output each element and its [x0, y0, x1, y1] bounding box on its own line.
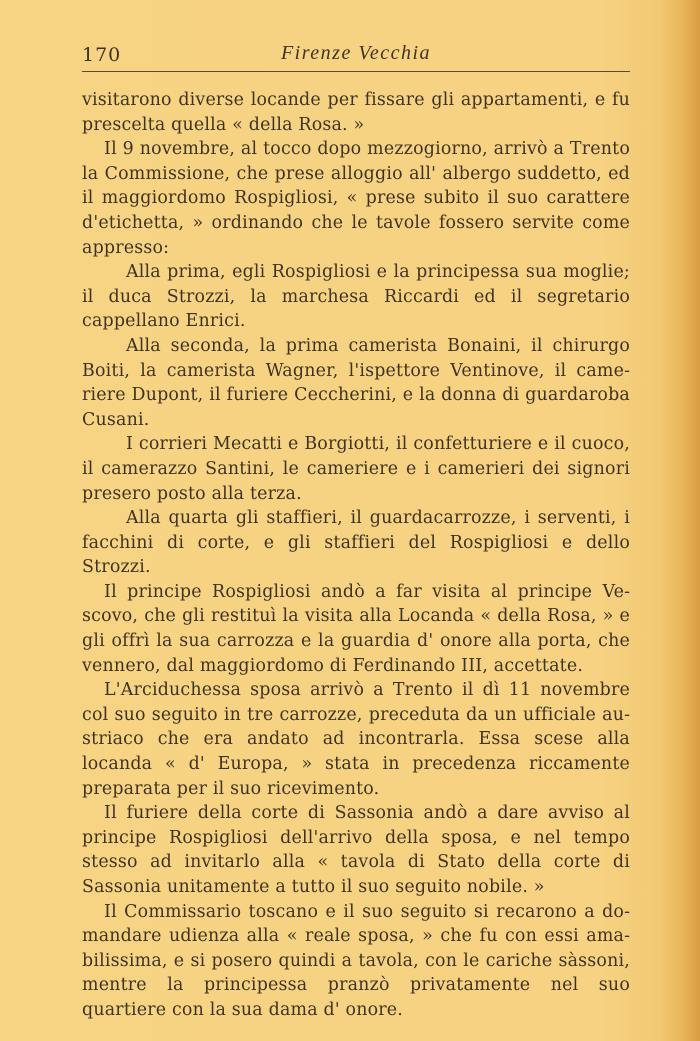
header-rule	[82, 71, 630, 72]
paragraph: Alla quarta gli staffieri, il guardacarrozze, i serventi, i facchini di corte, e gli staffieri del Rospigliosi e dello Strozzi.	[82, 508, 630, 578]
paragraph: Alla prima, egli Rospigliosi e la principessa sua moglie; il duca Strozzi, la marchesa Riccardi ed il segretario cappellano Enrici.	[82, 262, 630, 332]
paragraph: visitarono diverse locande per fissare gli appartamenti, e fu prescelta quella « della Rosa. »	[82, 90, 630, 135]
paragraph: Il principe Rospigliosi andò a far visita al principe Vescovo, che gli restituì la visita alla Locanda « della Rosa, » e gli offrì la sua carrozza e la guardia d' onore alla porta, che vennero, dal maggiordomo di Ferdinando III, accettate.	[82, 581, 630, 676]
page-number: 170	[82, 44, 122, 66]
page-header	[82, 40, 630, 70]
paragraph: Alla seconda, la prima camerista Bonaini, il chirurgo Boiti, la camerista Wagner, l'ispettore Ventinove, il cameriere Dupont, il furiere Ceccherini, e la donna di guardaroba Cusani.	[82, 335, 630, 430]
paragraph: I corrieri Mecatti e Borgiotti, il confetturiere e il cuoco, il camerazzo Santini, le cameriere e i camerieri dei signori presero posto alla terza.	[82, 434, 630, 504]
paragraph: Il Commissario toscano e il suo seguito si recarono a domandare udienza alla « reale sposa, » che fu con essi amabilissima, e si posero quindi a tavola, con le cariche sàssoni, mentre la principessa pranzò privatamente nel suo quartiere con la sua dama d' onore.	[82, 901, 630, 1020]
paragraph: Il 9 novembre, al tocco dopo mezzogiorno, arrivò a Trento la Commissione, che prese alloggio all' albergo suddetto, ed il maggiordomo Rospigliosi, « prese subito il suo carattere d'etichetta, » ordinando che le tavole fossero servite come appresso:	[82, 139, 630, 258]
paragraph: Il furiere della corte di Sassonia andò a dare avviso al principe Rospigliosi dell'arrivo della sposa, e nel tempo stesso ad invitarlo alla « tavola di Stato della corte di Sassonia unitamente a tutto il suo seguito nobile. »	[82, 803, 630, 897]
paragraph: L'Arciduchessa sposa arrivò a Trento il dì 11 novembre col suo seguito in tre carrozze, preceduta da un ufficiale austriaco che era andato ad incontrarla. Essa scese alla locanda « d' Europa, » stata in precedenza riccamente preparata per il suo ricevimento.	[82, 680, 630, 799]
running-title: Firenze Vecchia	[280, 42, 432, 64]
body-text	[82, 88, 630, 1023]
